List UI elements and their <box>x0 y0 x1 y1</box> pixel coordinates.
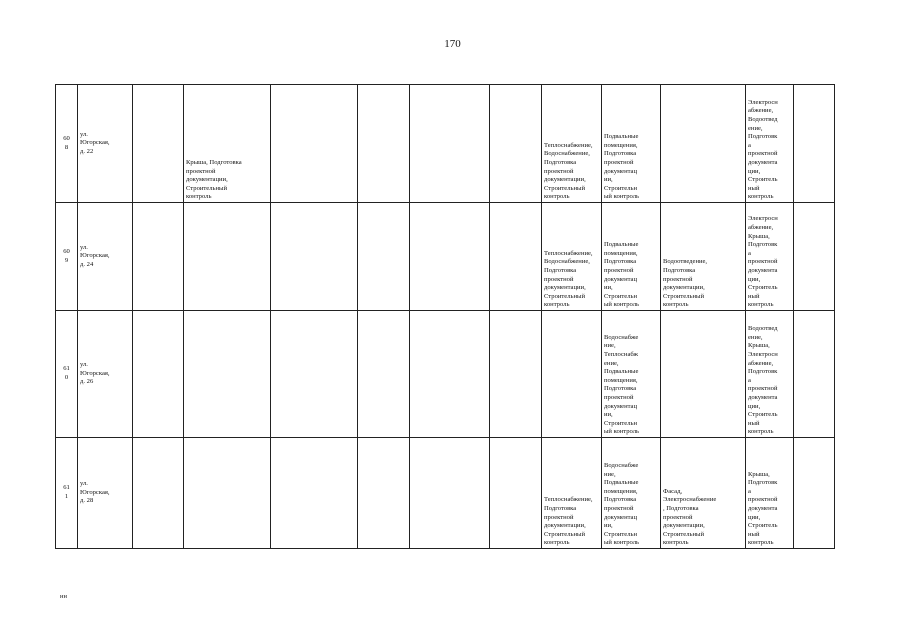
table-cell <box>184 311 271 438</box>
table-cell: Водоснабже ние, Теплоснабж ение, Подвальные помещения, Подготовка проектной документац ии, Строительн ый контроль <box>602 311 661 438</box>
table-cell <box>794 85 835 203</box>
table-cell <box>271 311 358 438</box>
table-cell <box>133 203 184 311</box>
table-cell <box>661 85 746 203</box>
table-cell <box>794 311 835 438</box>
row-number: 61 1 <box>56 438 78 549</box>
table-cell <box>358 311 410 438</box>
table-cell <box>490 311 542 438</box>
table-cell <box>410 438 490 549</box>
table-cell <box>271 438 358 549</box>
address-cell: ул. Югорская, д. 22 <box>78 85 133 203</box>
table-cell <box>490 203 542 311</box>
repair-schedule-table <box>55 84 835 549</box>
table-cell <box>133 85 184 203</box>
page-number: 170 <box>444 38 461 50</box>
row-number: 60 8 <box>56 85 78 203</box>
table-cell <box>271 203 358 311</box>
table-cell <box>542 311 602 438</box>
table-row <box>56 438 835 549</box>
address-cell: ул. Югорская, д. 28 <box>78 438 133 549</box>
table-cell <box>184 438 271 549</box>
table-cell <box>794 438 835 549</box>
table-cell: Крыша, Подготовк а проектной документа ции, Строитель ный контроль <box>746 438 794 549</box>
table-cell: Водоотвед ение, Крыша, Электросн абжение, Подготовк а проектной документа ции, Строитель ный контроль <box>746 311 794 438</box>
row-number: 61 0 <box>56 311 78 438</box>
table-cell <box>133 311 184 438</box>
table-row <box>56 85 835 203</box>
table-cell: Теплоснабжение, Подготовка проектной документации, Строительный контроль <box>542 438 602 549</box>
table-cell <box>358 85 410 203</box>
table-cell <box>410 311 490 438</box>
table-cell <box>410 85 490 203</box>
table-cell <box>661 311 746 438</box>
table-cell <box>490 438 542 549</box>
address-cell: ул. Югорская, д. 26 <box>78 311 133 438</box>
table-cell: Фасад, Электроснабжение , Подготовка проектной документации, Строительный контроль <box>661 438 746 549</box>
table-cell: Крыша, Подготовка проектной документации, Строительный контроль <box>184 85 271 203</box>
table-cell: Электросн абжение, Водоотвед ение, Подготовк а проектной документа ции, Строитель ный контроль <box>746 85 794 203</box>
table-row <box>56 311 835 438</box>
table-cell: Теплоснабжение, Водоснабжение, Подготовка проектной документации, Строительный контроль <box>542 203 602 311</box>
table-row <box>56 203 835 311</box>
table-cell: Подвальные помещения, Подготовка проектной документац ии, Строительн ый контроль <box>602 85 661 203</box>
table-cell <box>133 438 184 549</box>
address-cell: ул. Югорская, д. 24 <box>78 203 133 311</box>
table-cell: Подвальные помещения, Подготовка проектной документац ии, Строительн ый контроль <box>602 203 661 311</box>
table-cell <box>184 203 271 311</box>
row-number: 60 9 <box>56 203 78 311</box>
table-cell <box>271 85 358 203</box>
table-cell <box>794 203 835 311</box>
footer-mark: нн <box>60 593 67 600</box>
table-cell <box>410 203 490 311</box>
table-cell <box>358 438 410 549</box>
table-cell: Водоснабже ние, Подвальные помещения, Подготовка проектной документац ии, Строительн ый контроль <box>602 438 661 549</box>
table-cell: Электросн абжение, Крыша, Подготовк а проектной документа ции, Строитель ный контроль <box>746 203 794 311</box>
table-cell: Водоотведение, Подготовка проектной документации, Строительный контроль <box>661 203 746 311</box>
table-cell: Теплоснабжение, Водоснабжение, Подготовка проектной документации, Строительный контроль <box>542 85 602 203</box>
table-cell <box>490 85 542 203</box>
table-cell <box>358 203 410 311</box>
